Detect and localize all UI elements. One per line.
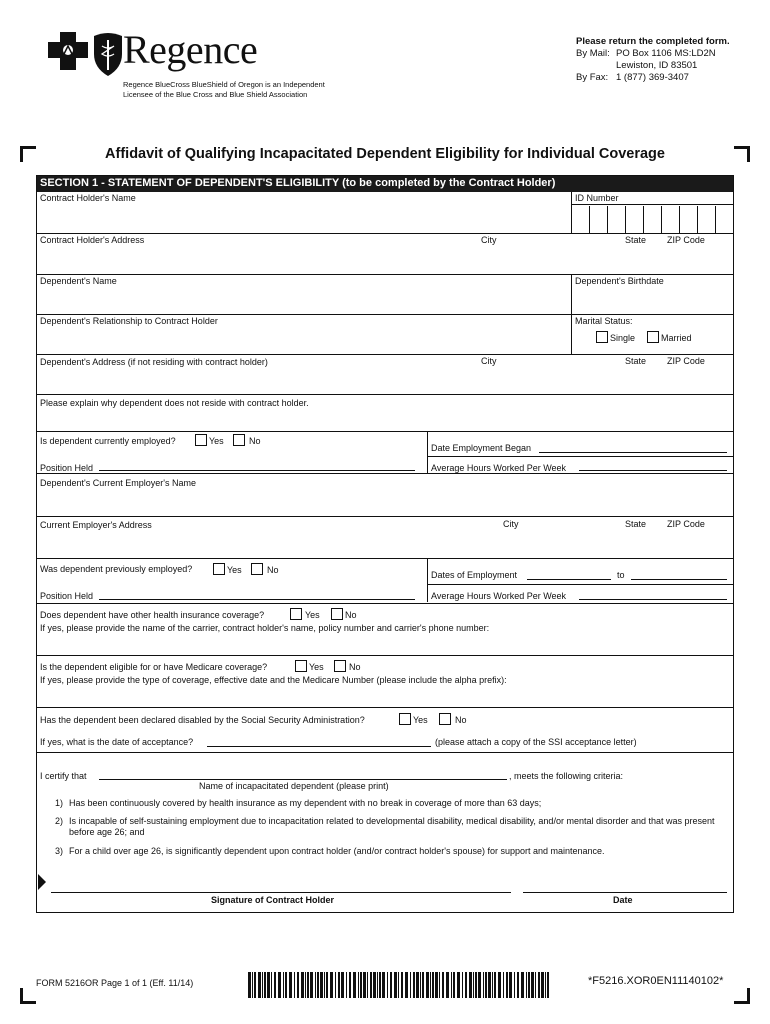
criteria-2-num: 2) [55, 816, 64, 826]
criteria-item-2 [55, 816, 727, 838]
other-insurance-label: Does dependent have other health insurance coverage? [40, 610, 265, 620]
dependent-name-field[interactable] [37, 288, 571, 314]
married-checkbox[interactable] [647, 331, 659, 343]
contract-holder-name-field[interactable] [37, 204, 571, 232]
corner-mark-top-right [734, 146, 750, 162]
previously-employed-yes-label: Yes [227, 565, 242, 575]
previously-employed-no-label: No [267, 565, 279, 575]
explain-field[interactable] [37, 410, 733, 430]
other-insurance-detail-field[interactable] [37, 634, 733, 654]
criteria-item-3 [55, 846, 727, 857]
medicare-label: Is the dependent eligible for or have Medicare coverage? [40, 662, 268, 672]
currently-employed-yes-checkbox[interactable] [195, 434, 207, 446]
ssa-no-checkbox[interactable] [439, 713, 451, 725]
mail-line-2: Lewiston, ID 83501 [616, 60, 698, 71]
barcode-text: *F5216.XOR0EN11140102* [588, 975, 724, 987]
dependent-name-label: Dependent's Name [40, 276, 117, 286]
blue-shield-icon [94, 33, 122, 76]
form-id: FORM 5216OR Page 1 of 1 (Eff. 11/14) [36, 978, 194, 988]
signature-label: Signature of Contract Holder [211, 895, 335, 905]
previously-employed-yes-checkbox[interactable] [213, 563, 225, 575]
barcode [248, 972, 552, 998]
current-employer-address-label: Current Employer's Address [40, 520, 152, 530]
return-info [576, 36, 730, 84]
single-label: Single [610, 333, 636, 343]
ssi-attach-note: (please attach a copy of the SSI acceptance letter) [435, 737, 637, 747]
medicare-detail-field[interactable] [37, 686, 733, 706]
employer-state-label: State [625, 519, 647, 529]
contract-holder-name-label: Contract Holder's Name [40, 193, 136, 203]
mail-label: By Mail: [576, 48, 610, 59]
return-heading: Please return the completed form. [576, 36, 730, 47]
previously-employed-label: Was dependent previously employed? [40, 564, 193, 574]
dependent-birthdate-label: Dependent's Birthdate [575, 276, 664, 286]
dates-of-employment-label: Dates of Employment [431, 570, 518, 580]
blue-cross-icon [48, 32, 88, 70]
dependent-birthdate-field[interactable] [571, 288, 733, 314]
id-number-field[interactable] [571, 206, 733, 233]
other-insurance-yes-label: Yes [305, 610, 320, 620]
corner-mark-bottom-left [20, 988, 36, 1004]
dependent-zip-label: ZIP Code [667, 356, 705, 366]
medicare-detail-label: If yes, please provide the type of coverage, effective date and the Medicare Number (please include the alpha prefix): [40, 675, 507, 685]
licensee-line-2: Licensee of the Blue Cross and Blue Shield Association [123, 90, 308, 99]
contract-holder-address-field[interactable] [37, 246, 733, 273]
contract-holder-city-label: City [481, 235, 497, 245]
fax-number: 1 (877) 369-3407 [616, 72, 689, 83]
single-checkbox[interactable] [596, 331, 608, 343]
prev-position-held-label: Position Held [40, 591, 94, 601]
id-number-label: ID Number [575, 193, 619, 203]
fax-label: By Fax: [576, 72, 609, 83]
relationship-label: Dependent's Relationship to Contract Holder [40, 316, 218, 326]
signature-field[interactable] [51, 892, 511, 893]
medicare-no-label: No [349, 662, 361, 672]
certify-that-label: I certify that [40, 771, 87, 781]
other-insurance-no-label: No [345, 610, 357, 620]
licensee-text [123, 80, 343, 100]
contract-holder-state-label: State [625, 235, 647, 245]
corner-mark-bottom-right [734, 988, 750, 1004]
medicare-yes-label: Yes [309, 662, 324, 672]
dependent-state-label: State [625, 356, 647, 366]
prev-avg-hours-field[interactable] [579, 599, 727, 600]
employer-city-label: City [503, 519, 519, 529]
currently-employed-yes-label: Yes [209, 436, 224, 446]
criteria-item-1 [55, 798, 727, 809]
criteria-1-text: Has been continuously covered by health insurance as my dependent with no break in coverage of more than 63 days; [69, 798, 542, 808]
ssa-disabled-label: Has the dependent been declared disabled by the Social Security Administration? [40, 715, 365, 725]
currently-employed-label: Is dependent currently employed? [40, 436, 176, 446]
dates-of-employment-from-field[interactable] [527, 579, 611, 580]
section-1-form [36, 175, 734, 913]
dates-of-employment-to-field[interactable] [631, 579, 727, 580]
currently-employed-no-label: No [249, 436, 261, 446]
currently-employed-no-checkbox[interactable] [233, 434, 245, 446]
medicare-yes-checkbox[interactable] [295, 660, 307, 672]
avg-hours-field[interactable] [579, 470, 727, 471]
dependent-address-field[interactable] [37, 368, 733, 394]
criteria-1-num: 1) [55, 798, 64, 808]
other-insurance-no-checkbox[interactable] [331, 608, 343, 620]
date-employment-began-field[interactable] [539, 452, 727, 453]
prev-avg-hours-label: Average Hours Worked Per Week [431, 591, 567, 601]
criteria-3-num: 3) [55, 846, 64, 856]
married-label: Married [661, 333, 692, 343]
employer-zip-label: ZIP Code [667, 519, 705, 529]
date-label: Date [613, 895, 633, 905]
current-employer-name-field[interactable] [37, 490, 733, 516]
criteria-3-text: For a child over age 26, is significantly dependent upon contract holder (and/or contract holder's spouse) for support and maintenance. [69, 846, 605, 856]
form-title: Affidavit of Qualifying Incapacitated Dependent Eligibility for Individual Coverage [105, 146, 665, 162]
meets-criteria-label: , meets the following criteria: [509, 771, 624, 781]
contract-holder-address-label: Contract Holder's Address [40, 235, 145, 245]
position-held-field[interactable] [99, 470, 415, 471]
name-incapacitated-caption: Name of incapacitated dependent (please print) [199, 781, 389, 791]
medicare-no-checkbox[interactable] [334, 660, 346, 672]
other-insurance-detail-label: If yes, please provide the name of the carrier, contract holder's name, policy number and carrier's phone number: [40, 623, 490, 633]
other-insurance-yes-checkbox[interactable] [290, 608, 302, 620]
date-employment-began-label: Date Employment Began [431, 443, 532, 453]
section-1-heading: SECTION 1 - STATEMENT OF DEPENDENT'S ELIGIBILITY (to be completed by the Contract Holder) [37, 176, 733, 192]
current-employer-name-label: Dependent's Current Employer's Name [40, 478, 197, 488]
licensee-line-1: Regence BlueCross BlueShield of Oregon is an Independent [123, 80, 325, 89]
date-field[interactable] [523, 892, 727, 893]
criteria-2-text: Is incapable of self-sustaining employment due to incapacitation related to developmental disability, medical disability, and/or mental disorder and that was present before age 26; and [69, 816, 715, 837]
explain-label: Please explain why dependent does not reside with contract holder. [40, 398, 309, 408]
incapacitated-dependent-name-field[interactable] [99, 779, 507, 780]
relationship-field[interactable] [37, 328, 571, 354]
mail-line-1: PO Box 1106 MS:LD2N [616, 48, 716, 59]
ssa-no-label: No [455, 715, 467, 725]
ssa-yes-checkbox[interactable] [399, 713, 411, 725]
position-held-label: Position Held [40, 463, 94, 473]
avg-hours-label: Average Hours Worked Per Week [431, 463, 567, 473]
dependent-address-label: Dependent's Address (if not residing with contract holder) [40, 357, 268, 367]
current-employer-address-field[interactable] [37, 532, 733, 558]
sign-here-arrow-icon [38, 874, 46, 890]
previously-employed-no-checkbox[interactable] [251, 563, 263, 575]
dates-to-label: to [617, 570, 625, 580]
contract-holder-zip-label: ZIP Code [667, 235, 705, 245]
ssi-date-label: If yes, what is the date of acceptance? [40, 737, 194, 747]
corner-mark-top-left [20, 146, 36, 162]
ssa-yes-label: Yes [413, 715, 428, 725]
prev-position-held-field[interactable] [99, 599, 415, 600]
dependent-city-label: City [481, 356, 497, 366]
brand-name: Regence [123, 27, 258, 72]
ssi-date-field[interactable] [207, 746, 431, 747]
marital-status-label: Marital Status: [575, 316, 633, 326]
